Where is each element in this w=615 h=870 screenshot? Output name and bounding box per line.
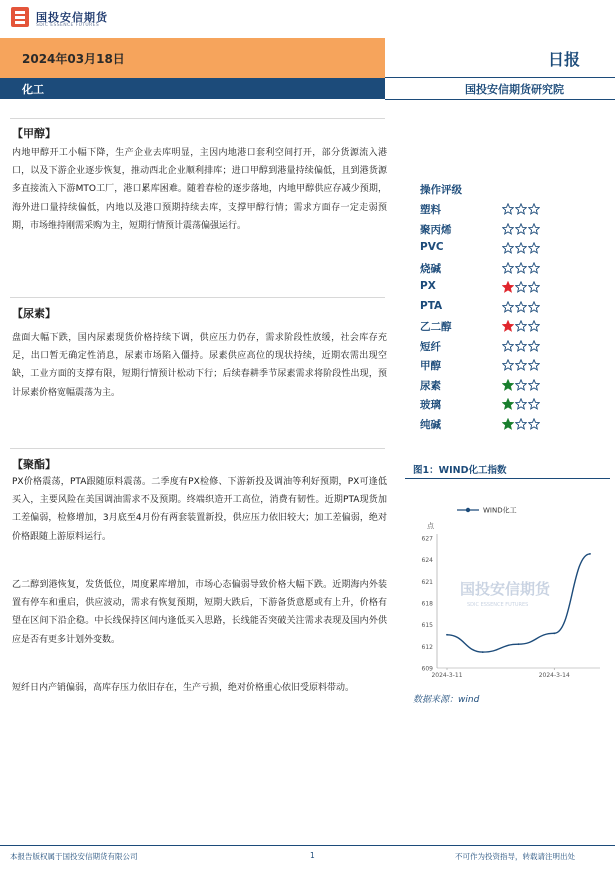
empty-star-icon — [515, 242, 527, 254]
y-tick-label: 624 — [421, 557, 433, 565]
data-source: 数据来源：wind — [413, 695, 480, 705]
rating-row — [420, 202, 550, 221]
data-point — [553, 632, 555, 634]
rating-row — [420, 417, 550, 436]
section-text-methanol: 内地甲醇开工小幅下降，生产企业去库明显，主因内地港口套利空间打开，部分货源流入港口，以及下游企业逐步恢复，推动西北企业顺利排库；进口甲醇到港量持续偏低，且到港货源多直接流入下游MTO工厂，港口累库困难。随着春检的逐步落地，内地甲醇供应存减少预期，海外进口量持续偏低，内地以及港口预期持续去库，支撑甲醇行情；需求方面存一定走弱预期，市场维持刚需采购为主，短期行情预计震荡偏强运行。 — [12, 148, 387, 231]
empty-star-icon — [515, 203, 527, 215]
empty-star-icon — [502, 242, 514, 254]
report-date: 2024年03月18日 — [22, 52, 125, 66]
empty-star-icon — [515, 281, 527, 293]
rating-stars — [502, 281, 540, 293]
empty-star-icon — [528, 359, 540, 371]
section-text-polyester-px-pta: PX价格震荡，PTA跟随原料震荡。二季度有PX检修、下游新投及调油等利好预期，PX可逢低买入，主要风险在美国调油需求不及预期。终端织造开工高位，消费有韧性。近期PTA现货加工差偏弱，检修增加，3月底至4月份有两套装置新投，供应压力依旧较大；加工差偏弱，绝对价格跟随上游原料运行。 — [12, 477, 387, 542]
rating-stars — [502, 418, 540, 430]
rating-stars — [502, 203, 540, 215]
empty-star-icon — [528, 262, 540, 274]
empty-star-icon — [528, 242, 540, 254]
data-point — [446, 634, 448, 636]
empty-star-icon — [528, 398, 540, 410]
empty-star-icon — [528, 301, 540, 313]
empty-star-icon — [515, 359, 527, 371]
rating-stars — [502, 359, 540, 371]
rating-row — [420, 280, 550, 299]
rating-stars — [502, 320, 540, 332]
filled-star-icon — [502, 398, 514, 410]
rating-product-name: 纯碱 — [420, 418, 441, 431]
section-text-polyester-meg: 乙二醇到港恢复，发货低位，周度累库增加，市场心态偏弱导致价格大幅下跌。近期海内外装置有停车和重启，供应波动，需求有恢复预期，短期大跌后，下游备货意愿或有上升，价格有望在区间下沿企稳。中长线保持区间内逢低买入思路，长线能否突破关注需求表现及国内外供应是否有更多计划外变数。 — [12, 580, 387, 645]
data-point — [482, 651, 484, 653]
empty-star-icon — [502, 301, 514, 313]
section-divider — [10, 118, 385, 119]
rating-product-name: 甲醇 — [420, 360, 441, 372]
rating-stars — [502, 242, 540, 254]
y-tick-label: 627 — [421, 535, 433, 543]
rating-product-name: 乙二醇 — [420, 321, 452, 333]
legend-label: WIND化工 — [483, 506, 517, 515]
rating-row — [420, 261, 550, 280]
data-point — [589, 553, 591, 555]
empty-star-icon — [515, 320, 527, 332]
figure-title: 图1：WIND化工指数 — [413, 465, 507, 476]
empty-star-icon — [515, 340, 527, 352]
rating-row — [420, 300, 550, 319]
rating-product-name: 塑料 — [420, 204, 441, 216]
empty-star-icon — [515, 262, 527, 274]
empty-star-icon — [515, 398, 527, 410]
rating-product-name: PVC — [420, 241, 444, 253]
y-tick-label: 618 — [421, 600, 433, 608]
section-title-polyester: 【聚酯】 — [12, 458, 56, 471]
y-tick-label: 609 — [421, 665, 433, 673]
rating-row — [420, 319, 550, 338]
figure-divider — [405, 478, 610, 479]
filled-star-icon — [502, 320, 514, 332]
empty-star-icon — [515, 379, 527, 391]
rating-row — [420, 397, 550, 416]
empty-star-icon — [502, 359, 514, 371]
rating-row — [420, 241, 550, 260]
section-divider — [10, 448, 385, 449]
empty-star-icon — [528, 418, 540, 430]
rating-product-name: 玻璃 — [420, 399, 441, 411]
section-text-polyester-psf: 短纤日内产销偏弱，高库存压力依旧存在，生产亏损，绝对价格重心依旧受原料带动。 — [12, 683, 355, 693]
y-tick-label: 612 — [421, 643, 433, 651]
empty-star-icon — [502, 223, 514, 235]
filled-star-icon — [502, 281, 514, 293]
footer-disclaimer: 不可作为投资指导，转载请注明出处 — [455, 852, 575, 861]
rating-row — [420, 339, 550, 358]
empty-star-icon — [515, 301, 527, 313]
empty-star-icon — [528, 281, 540, 293]
empty-star-icon — [502, 262, 514, 274]
header-divider — [385, 99, 615, 100]
y-tick-label: 621 — [421, 578, 433, 586]
institute-name: 国投安信期货研究院 — [465, 83, 564, 96]
data-point — [518, 643, 520, 645]
rating-product-name: PTA — [420, 299, 443, 312]
wind-chemical-index-chart — [405, 484, 610, 686]
rating-stars — [502, 301, 540, 313]
section-title-methanol: 【甲醇】 — [12, 127, 56, 140]
report-category: 化工 — [22, 83, 44, 96]
category-band — [0, 78, 385, 99]
y-axis-label: 点 — [427, 522, 434, 530]
rating-row — [420, 358, 550, 377]
chart-watermark: 国投安信期货 — [460, 580, 551, 598]
legend-marker — [466, 508, 470, 512]
report-type: 日报 — [548, 50, 581, 69]
x-tick-label: 2024-3-11 — [431, 672, 463, 679]
rating-product-name: 尿素 — [420, 379, 441, 392]
section-divider — [10, 297, 385, 298]
company-logo-icon — [10, 6, 30, 28]
chart-watermark-en: SDIC ESSENCE FUTURES — [467, 602, 529, 608]
rating-product-name: PX — [420, 280, 436, 292]
empty-star-icon — [528, 203, 540, 215]
x-tick-label: 2024-3-14 — [538, 672, 570, 679]
company-name-en: SDIC ESSENCE FUTURES — [36, 23, 100, 28]
rating-row — [420, 222, 550, 241]
rating-row — [420, 378, 550, 397]
y-tick-label: 615 — [421, 622, 433, 630]
section-text-urea: 盘面大幅下跌，国内尿素现货价格持续下调，供应压力仍存，需求阶段性放缓，社会库存充足，出口暂无确定性消息，尿素市场陷入僵持。尿素供应高位的现状持续，近期农需出现空缺，工业方面的支撑有限，短期行情预计松动下行；后续春耕季节尿素需求将阶段性出现，预计尿素价格宽幅震荡为主。 — [12, 333, 387, 398]
company-name: 国投安信期货 — [36, 11, 108, 24]
rating-stars — [502, 379, 540, 391]
empty-star-icon — [528, 379, 540, 391]
header-divider — [385, 77, 615, 78]
empty-star-icon — [528, 223, 540, 235]
empty-star-icon — [528, 340, 540, 352]
rating-product-name: 聚丙烯 — [420, 223, 452, 236]
filled-star-icon — [502, 418, 514, 430]
filled-star-icon — [502, 379, 514, 391]
empty-star-icon — [502, 340, 514, 352]
rating-stars — [502, 262, 540, 274]
rating-stars — [502, 223, 540, 235]
footer-divider — [0, 845, 615, 846]
rating-stars — [502, 398, 540, 410]
empty-star-icon — [515, 223, 527, 235]
rating-title: 操作评级 — [420, 184, 462, 196]
rating-product-name: 烧碱 — [420, 262, 441, 275]
rating-product-name: 短纤 — [420, 340, 441, 353]
empty-star-icon — [502, 203, 514, 215]
footer-copyright: 本报告版权属于国投安信期货有限公司 — [10, 852, 138, 861]
page-number: 1 — [310, 851, 315, 860]
empty-star-icon — [515, 418, 527, 430]
empty-star-icon — [528, 320, 540, 332]
rating-stars — [502, 340, 540, 352]
section-title-urea: 【尿素】 — [12, 307, 56, 320]
